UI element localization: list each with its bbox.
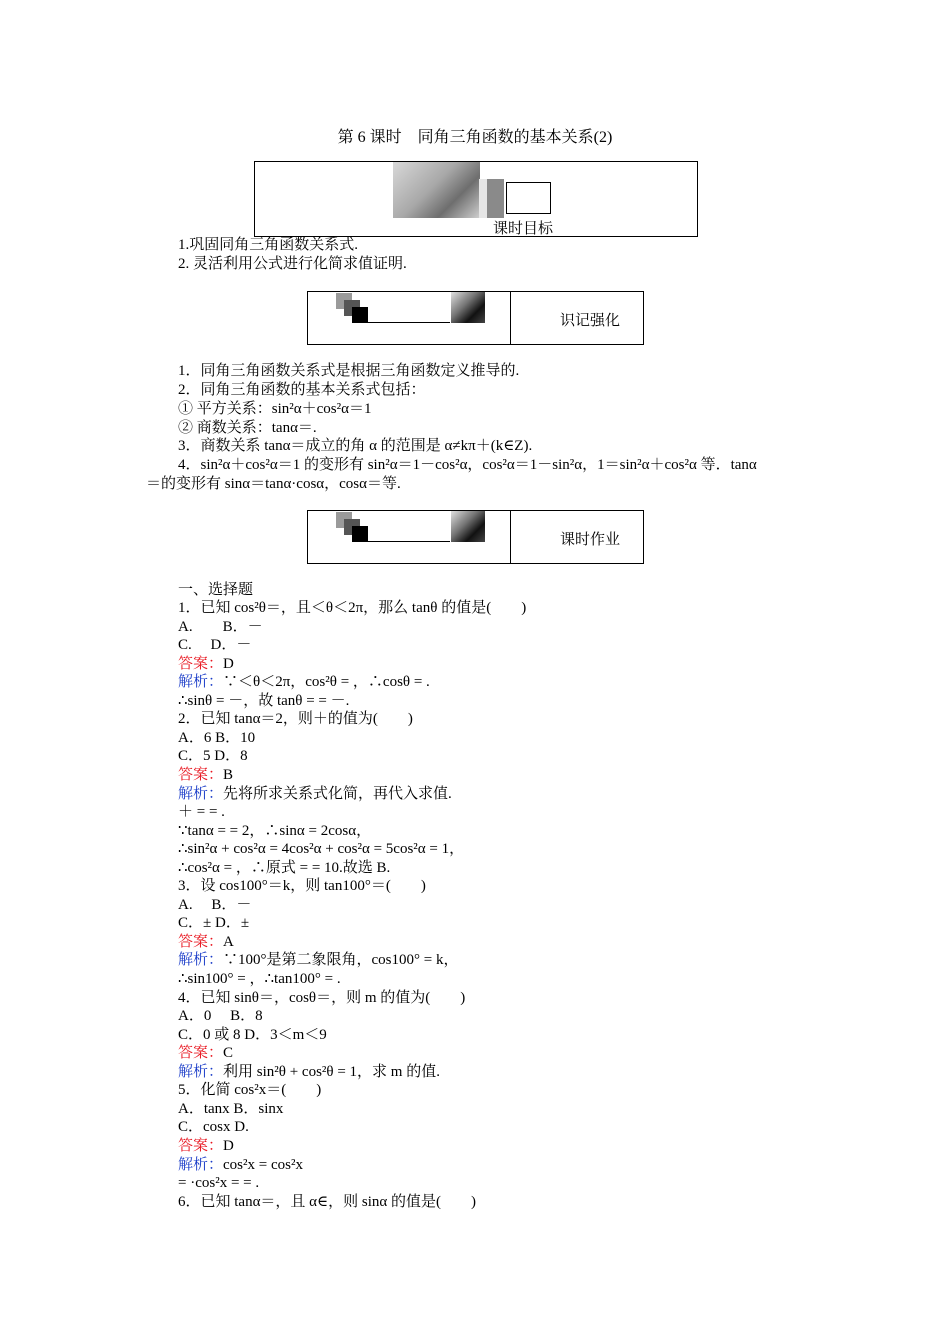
analysis-line <box>178 673 430 691</box>
line-text: C．± D．± <box>178 915 250 932</box>
line-text: A．0 B．8 <box>178 1008 263 1025</box>
line-text: A. B．－ <box>178 618 263 635</box>
question-line <box>178 729 255 747</box>
question-line <box>178 599 526 617</box>
analysis-label: 解析： <box>178 1063 224 1080</box>
line-text: 4．已知 sinθ＝，cosθ＝，则 m 的值为( ) <box>178 989 466 1006</box>
question-line <box>178 914 249 932</box>
line-text: C. D．－ <box>178 637 252 654</box>
answer-line <box>178 766 233 784</box>
question-line <box>178 710 413 728</box>
goal-header-box <box>254 161 698 237</box>
section-slash-graphic <box>451 292 485 323</box>
section-divider <box>510 292 511 344</box>
line-text: C <box>223 1045 234 1062</box>
answer-label: 答案： <box>178 766 224 783</box>
line-text: A <box>223 933 234 950</box>
line-text: 先将所求关系式化简，再代入求值. <box>223 785 452 802</box>
line-text: ∵＜θ＜2π，cos²θ = ，∴cosθ = . <box>223 674 430 691</box>
analysis-line <box>178 951 458 969</box>
section-underline <box>366 322 450 323</box>
line-text: C．5 D．8 <box>178 748 248 765</box>
answer-line <box>178 1137 234 1155</box>
section-square-black <box>352 526 368 542</box>
goal-item: 2. 灵活利用公式进行化简求值证明. <box>178 256 407 272</box>
line-text: 2．已知 tanα＝2，则＋的值为( ) <box>178 711 413 728</box>
page-title: 第 6 课时 同角三角函数的基本关系(2) <box>337 129 613 146</box>
answer-line <box>178 1044 233 1062</box>
homework-section-label: 课时作业 <box>560 531 621 548</box>
memory-line: 3．商数关系 tanα＝成立的角 α 的范围是 α≠kπ＋(k∈Z). <box>178 438 533 454</box>
question-line <box>178 1174 259 1192</box>
line-text: ∴cos²α = ，∴原式 = = 10.故选 B. <box>178 859 391 876</box>
line-text: ∵100°是第二象限角，cos100° = k， <box>223 952 459 969</box>
line-text: ∵tanα = = 2，∴sinα = 2cosα， <box>178 822 372 839</box>
question-line <box>178 989 465 1007</box>
line-text: 5．化简 cos²x＝( ) <box>178 1082 322 1099</box>
question-line <box>178 692 349 710</box>
header-bar-light <box>479 179 487 218</box>
answer-label: 答案： <box>178 1045 224 1062</box>
line-text: D <box>223 1137 234 1154</box>
line-text: A. B．－ <box>178 896 252 913</box>
header-graphic <box>393 162 480 218</box>
answer-line <box>178 933 234 951</box>
question-line <box>178 859 390 877</box>
answer-line <box>178 655 234 673</box>
question-line <box>178 1118 249 1136</box>
answer-label: 答案： <box>178 1137 224 1154</box>
analysis-label: 解析： <box>178 1156 224 1173</box>
line-text: C．0 或 8 D．3＜m＜9 <box>178 1026 327 1043</box>
question-line <box>178 618 263 636</box>
line-text: ∴sinθ = －，故 tanθ = = －. <box>178 692 350 709</box>
line-text: ＋ = = . <box>178 804 225 821</box>
question-line <box>178 636 251 654</box>
goal-header-label: 课时目标 <box>493 220 554 237</box>
memory-line: ＝的变形有 sinα＝tanα·cosα，cosα＝等. <box>146 476 401 492</box>
question-line <box>178 1193 476 1211</box>
goal-item: 1.巩固同角三角函数关系式. <box>178 237 359 253</box>
question-line <box>178 1026 327 1044</box>
line-text: 1．已知 cos²θ＝，且＜θ＜2π，那么 tanθ 的值是( ) <box>178 600 527 616</box>
question-line <box>178 747 248 765</box>
section-slash-graphic <box>451 511 485 542</box>
question-line <box>178 1081 321 1099</box>
question-line <box>178 877 426 895</box>
line-text: 利用 sin²θ + cos²θ = 1，求 m 的值. <box>223 1063 440 1080</box>
section-underline <box>366 541 450 542</box>
header-bar-dark <box>487 179 504 218</box>
question-line <box>178 1100 283 1118</box>
line-text: 3．设 cos100°＝k，则 tan100°＝( ) <box>178 878 426 895</box>
section-square-black <box>352 307 368 323</box>
memory-line: 2．同角三角函数的基本关系式包括： <box>178 382 426 398</box>
header-outline-rect <box>506 182 551 214</box>
memory-line: ② 商数关系：tanα＝. <box>178 420 317 436</box>
line-text: A．6 B．10 <box>178 729 256 746</box>
line-text: A．tanx B．sinx <box>178 1100 284 1117</box>
analysis-line <box>178 1063 440 1081</box>
memory-line: 4．sin²α＋cos²α＝1 的变形有 sin²α＝1－cos²α，cos²α＝1－sin²α，1＝sin²α＋cos²α 等．tanα <box>178 457 757 473</box>
line-text: ∴sin²α + cos²α = 4cos²α + cos²α = 5cos²α = 1， <box>178 841 465 858</box>
line-text: ∴sin100° = ，∴tan100° = . <box>178 971 341 987</box>
answer-label: 答案： <box>178 933 224 950</box>
analysis-label: 解析： <box>178 674 224 691</box>
analysis-label: 解析： <box>178 785 224 802</box>
line-text: C．cosx D. <box>178 1119 249 1136</box>
part-title: 一、选择题 <box>178 582 254 598</box>
homework-section-box <box>307 510 644 564</box>
question-line <box>178 803 225 821</box>
memory-line: 1．同角三角函数关系式是根据三角函数定义推导的. <box>178 363 520 379</box>
question-line <box>178 970 341 988</box>
line-text: D <box>223 655 234 672</box>
section-divider <box>510 511 511 563</box>
analysis-line <box>178 785 452 803</box>
line-text: cos²x = cos²x <box>223 1156 303 1173</box>
question-line <box>178 1007 263 1025</box>
memory-line: ① 平方关系：sin²α＋cos²α＝1 <box>178 401 372 417</box>
memory-section-box <box>307 291 644 345</box>
line-text: 6．已知 tanα＝，且 α∈，则 sinα 的值是( ) <box>178 1193 477 1210</box>
answer-label: 答案： <box>178 655 224 672</box>
memory-section-label: 识记强化 <box>560 312 621 329</box>
line-text: B <box>223 766 234 783</box>
question-line <box>178 822 371 840</box>
analysis-label: 解析： <box>178 952 224 969</box>
question-line <box>178 896 251 914</box>
line-text: = ·cos²x = = . <box>178 1175 260 1192</box>
question-line <box>178 840 464 858</box>
analysis-line <box>178 1156 303 1174</box>
